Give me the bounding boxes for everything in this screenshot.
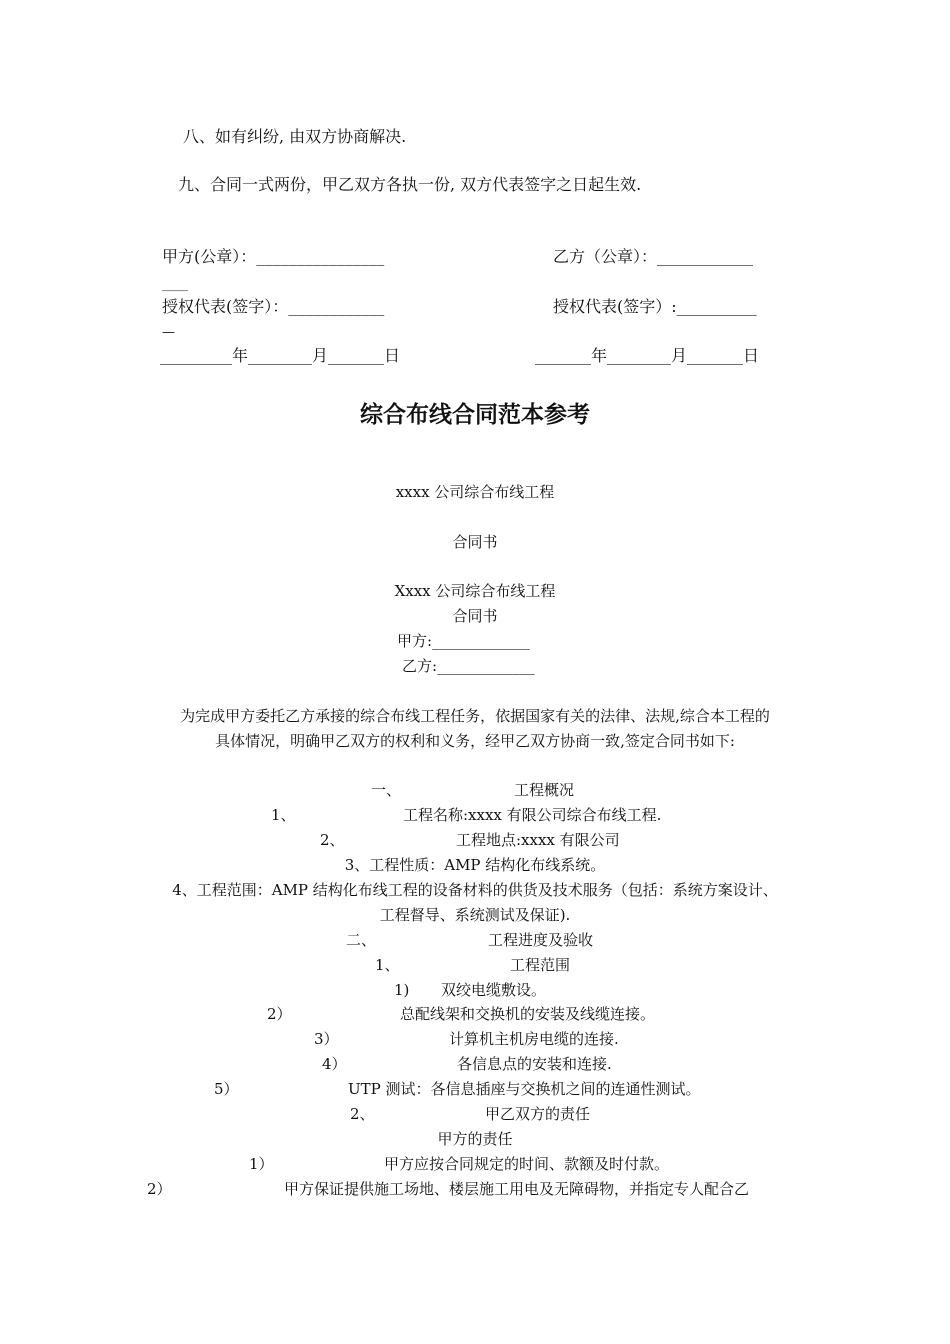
scope-1-text: 双绞电缆敷设。 bbox=[441, 981, 547, 999]
cover-line-1: xxxx 公司综合布线工程 bbox=[395, 483, 555, 501]
party-a-seal: 甲方(公章）：________________ bbox=[162, 247, 385, 266]
item-1-number: 1、 bbox=[271, 806, 296, 824]
scope-3-number: 3） bbox=[314, 1030, 339, 1048]
cover-line-3: Xxxx 公司综合布线工程 bbox=[394, 582, 556, 600]
duty-1-text: 甲方应按合同规定的时间、款额及时付款。 bbox=[384, 1155, 670, 1173]
cover-line-2: 合同书 bbox=[452, 533, 498, 551]
party-b-seal: 乙方（公章）：____________ bbox=[553, 247, 754, 266]
item-3-text: 3、工程性质：AMP 结构化布线系统。 bbox=[344, 856, 606, 874]
party-a-representative-wrap: — bbox=[162, 325, 175, 340]
cover-party-a bbox=[397, 630, 530, 652]
scope-2-number: 2） bbox=[267, 1005, 292, 1023]
scope-3-text: 计算机主机房电缆的连接. bbox=[449, 1030, 619, 1048]
intro-line-1: 为完成甲方委托乙方承接的综合布线工程任务，依据国家有关的法律、法规,综合本工程的 bbox=[180, 707, 770, 725]
party-a-duties-heading: 甲方的责任 bbox=[437, 1130, 513, 1148]
item-2-number: 2、 bbox=[320, 831, 345, 849]
scope-5-number: 5） bbox=[214, 1080, 239, 1098]
cover-party-a-label: 甲方: bbox=[397, 632, 433, 650]
party-a-date: _________年________月_______日 bbox=[160, 346, 401, 365]
document-title: 综合布线合同范本参考 bbox=[360, 402, 590, 428]
scope-4-text: 各信息点的安装和连接. bbox=[457, 1055, 612, 1073]
cover-line-4: 合同书 bbox=[452, 607, 498, 625]
duty-2-text: 甲方保证提供施工场地、楼层施工用电及无障碍物，并指定专人配合乙 bbox=[284, 1180, 750, 1198]
cover-party-a-blank: _____________ bbox=[432, 632, 530, 650]
subsection-2-number: 2、 bbox=[350, 1105, 375, 1123]
duty-2-number: 2） bbox=[147, 1180, 172, 1198]
duty-1-number: 1） bbox=[249, 1155, 274, 1173]
clause-nine: 九、合同一式两份，甲乙双方各执一份, 双方代表签字之日起生效. bbox=[178, 175, 642, 194]
item-4-text-continued: 工程督导、系统测试及保证). bbox=[379, 906, 571, 924]
scope-1-number: 1) bbox=[394, 981, 410, 999]
scope-5-text: UTP 测试：各信息插座与交换机之间的连通性测试。 bbox=[348, 1080, 701, 1098]
section-1-number: 一、 bbox=[371, 781, 402, 799]
section-2-number: 二、 bbox=[346, 931, 377, 949]
clause-eight: 八、如有纠纷, 由双方协商解决. bbox=[183, 127, 407, 146]
subsection-2-title: 甲乙双方的责任 bbox=[485, 1105, 591, 1123]
item-2-text: 工程地点:xxxx 有限公司 bbox=[456, 831, 620, 849]
intro-line-2: 具体情况，明确甲乙双方的权利和义务，经甲乙双方协商一致,签定合同书如下: bbox=[215, 732, 735, 750]
item-1-text: 工程名称:xxxx 有限公司综合布线工程. bbox=[403, 806, 662, 824]
party-a-representative: 授权代表(签字）：____________ bbox=[162, 297, 385, 316]
subsection-1-number: 1、 bbox=[375, 956, 400, 974]
cover-party-b-blank: _____________ bbox=[437, 657, 535, 675]
scope-4-number: 4） bbox=[322, 1055, 347, 1073]
scope-2-text: 总配线架和交换机的安装及线缆连接。 bbox=[400, 1005, 656, 1023]
subsection-1-title: 工程范围 bbox=[510, 956, 571, 974]
party-a-seal-wrap: ____ bbox=[162, 277, 188, 292]
cover-party-b-label: 乙方: bbox=[402, 657, 438, 675]
item-4-text: 4、工程范围：AMP 结构化布线工程的设备材料的供货及技术服务（包括：系统方案设计、 bbox=[172, 881, 778, 899]
party-b-representative: 授权代表(签字）:__________ bbox=[553, 297, 757, 316]
cover-party-b bbox=[402, 655, 535, 677]
party-b-date: _______年________月_______日 bbox=[535, 346, 760, 365]
section-1-title: 工程概况 bbox=[514, 781, 575, 799]
section-2-title: 工程进度及验收 bbox=[488, 931, 594, 949]
